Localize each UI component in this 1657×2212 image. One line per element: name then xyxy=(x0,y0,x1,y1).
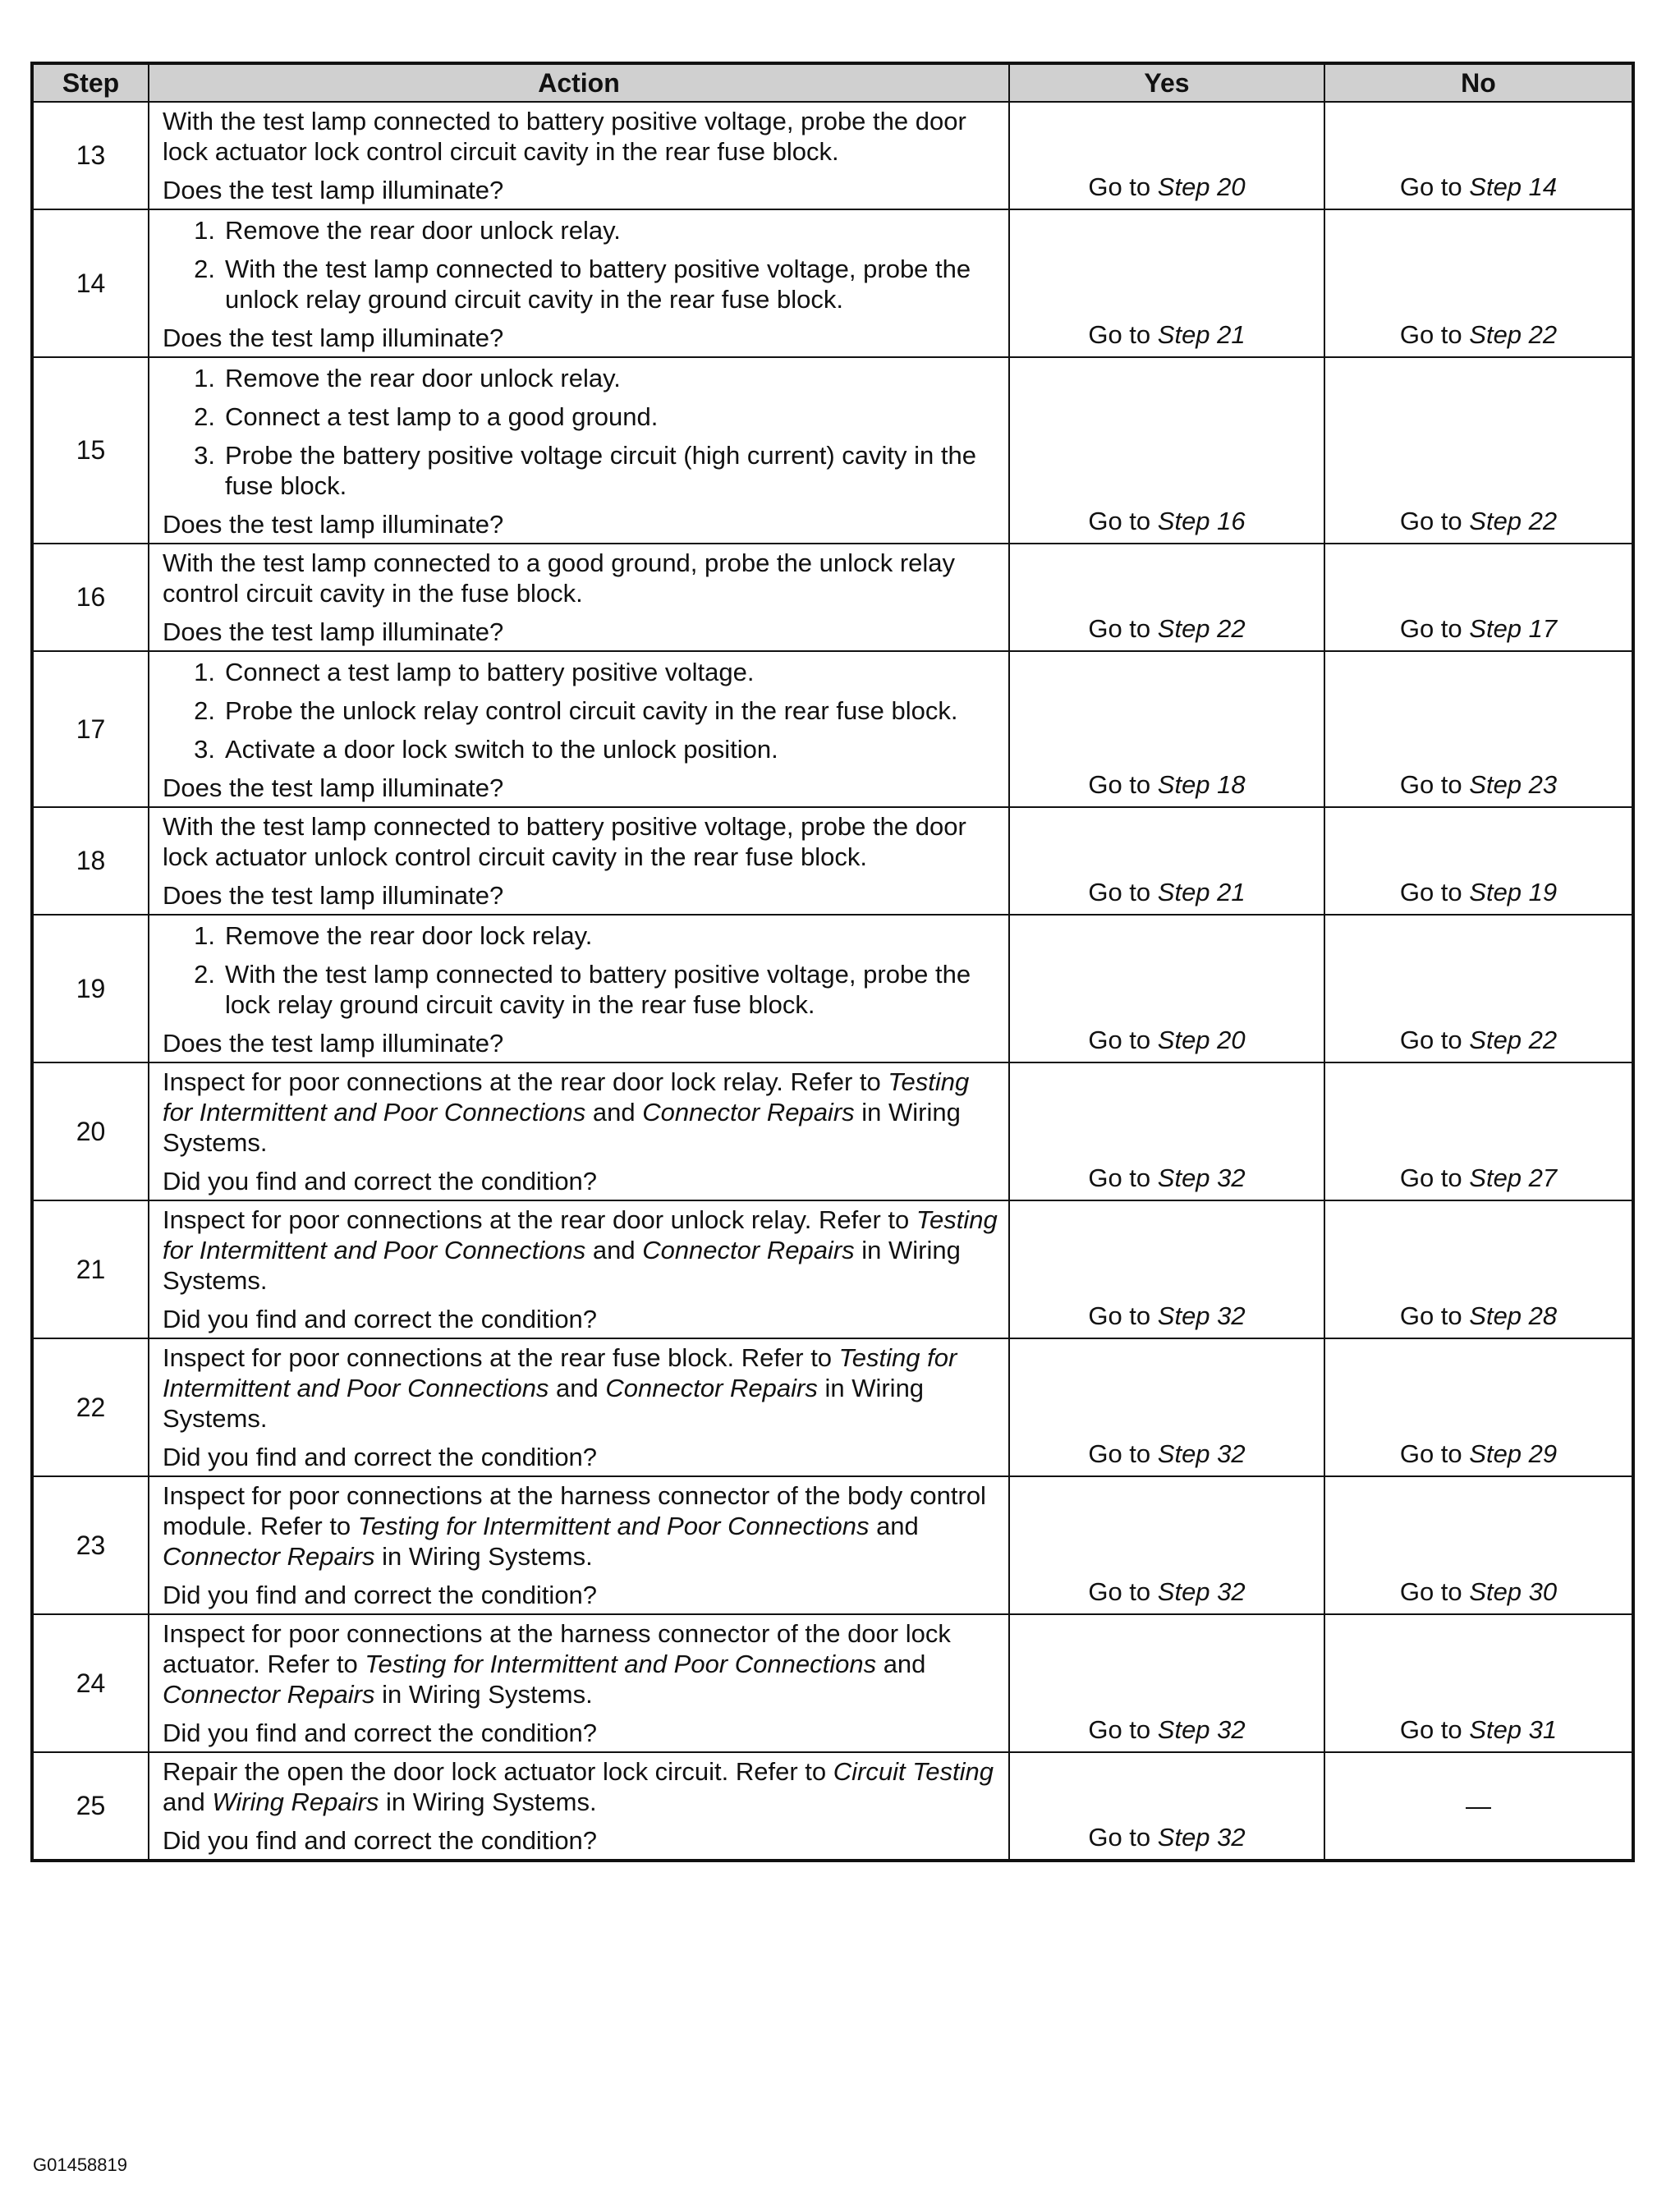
action-step xyxy=(163,363,998,393)
action-text: Inspect for poor connections at the harness connector of the body control module. Refer to xyxy=(163,1481,986,1540)
no-target-step: Step 19 xyxy=(1469,878,1558,906)
yes-cell xyxy=(1009,1614,1324,1752)
step-number: 13 xyxy=(32,102,149,209)
reference-link-text: Circuit Testing xyxy=(833,1757,994,1786)
step-number: 16 xyxy=(32,544,149,651)
no-prefix: Go to xyxy=(1399,1577,1470,1606)
action-text: Inspect for poor connections at the rear fuse block. Refer to xyxy=(163,1343,839,1372)
action-question: Did you find and correct the condition? xyxy=(163,1581,598,1609)
yes-prefix: Go to xyxy=(1088,1301,1158,1330)
action-step-text: Connect a test lamp to a good ground. xyxy=(225,402,659,431)
table-row xyxy=(32,544,1633,651)
yes-prefix: Go to xyxy=(1088,1823,1158,1852)
no-prefix: Go to xyxy=(1399,507,1470,535)
yes-cell xyxy=(1009,1062,1324,1200)
action-paragraph xyxy=(163,1342,998,1434)
action-cell xyxy=(149,544,1009,651)
action-step-text: Remove the rear door unlock relay. xyxy=(225,216,621,245)
no-cell xyxy=(1324,915,1633,1062)
action-paragraph xyxy=(163,1480,998,1572)
no-target-step: Step 31 xyxy=(1469,1715,1558,1744)
action-text: Inspect for poor connections at the rear door unlock relay. Refer to xyxy=(163,1205,916,1234)
action-steps-list xyxy=(163,215,998,314)
table-row xyxy=(32,651,1633,807)
no-target-step: Step 22 xyxy=(1469,1026,1558,1054)
action-cell xyxy=(149,915,1009,1062)
action-cell xyxy=(149,1614,1009,1752)
action-step-number: 1. xyxy=(194,658,215,686)
no-prefix: Go to xyxy=(1399,1439,1470,1468)
action-text: and xyxy=(869,1512,919,1540)
reference-link-text: Testing for Intermittent and Poor Connections xyxy=(163,1205,998,1264)
no-cell xyxy=(1324,102,1633,209)
action-text: in Wiring Systems. xyxy=(374,1680,593,1709)
reference-link-text: Connector Repairs xyxy=(163,1680,375,1709)
yes-target-step: Step 21 xyxy=(1157,878,1246,906)
action-step-text: Remove the rear door unlock relay. xyxy=(225,364,621,392)
action-step-number: 3. xyxy=(194,735,215,764)
no-target-step: Step 23 xyxy=(1469,770,1558,799)
action-step xyxy=(163,440,998,501)
step-number: 24 xyxy=(32,1614,149,1752)
reference-link-text: Connector Repairs xyxy=(642,1236,855,1264)
action-step xyxy=(163,402,998,432)
action-cell xyxy=(149,1062,1009,1200)
action-step xyxy=(163,215,998,246)
table-row xyxy=(32,102,1633,209)
yes-cell xyxy=(1009,651,1324,807)
yes-target-step: Step 32 xyxy=(1157,1163,1246,1192)
no-cell-blank: — xyxy=(1324,1752,1633,1861)
table-row xyxy=(32,915,1633,1062)
action-step xyxy=(163,734,998,764)
yes-cell xyxy=(1009,915,1324,1062)
yes-target-step: Step 18 xyxy=(1157,770,1246,799)
yes-prefix: Go to xyxy=(1088,1026,1158,1054)
action-step xyxy=(163,920,998,951)
yes-cell xyxy=(1009,807,1324,915)
no-cell xyxy=(1324,1338,1633,1476)
no-target-step: Step 14 xyxy=(1469,172,1558,201)
action-step-text: With the test lamp connected to battery positive voltage, probe the lock relay ground circuit cavity in the rear fuse block. xyxy=(225,960,971,1019)
action-paragraph xyxy=(163,548,998,608)
action-text: in Wiring Systems. xyxy=(163,1098,961,1157)
table-row xyxy=(32,1476,1633,1614)
action-text: and xyxy=(585,1236,643,1264)
step-number: 17 xyxy=(32,651,149,807)
header-row xyxy=(32,63,1633,102)
action-question: Does the test lamp illuminate? xyxy=(163,881,504,910)
action-steps-list xyxy=(163,920,998,1020)
action-question: Does the test lamp illuminate? xyxy=(163,1029,504,1058)
no-prefix: Go to xyxy=(1399,172,1470,201)
action-paragraph xyxy=(163,1067,998,1158)
action-step-number: 2. xyxy=(194,696,215,725)
no-cell xyxy=(1324,1476,1633,1614)
action-cell xyxy=(149,807,1009,915)
action-text: Repair the open the door lock actuator lock circuit. Refer to xyxy=(163,1757,833,1786)
yes-target-step: Step 32 xyxy=(1157,1439,1246,1468)
no-prefix: Go to xyxy=(1399,878,1470,906)
yes-target-step: Step 32 xyxy=(1157,1301,1246,1330)
no-prefix: Go to xyxy=(1399,1301,1470,1330)
yes-prefix: Go to xyxy=(1088,320,1158,349)
reference-link-text: Wiring Repairs xyxy=(212,1787,379,1816)
action-text: in Wiring Systems. xyxy=(374,1542,593,1571)
action-question: Did you find and correct the condition? xyxy=(163,1305,598,1333)
table-body xyxy=(32,102,1633,1861)
table-row xyxy=(32,807,1633,915)
no-cell xyxy=(1324,1200,1633,1338)
yes-target-step: Step 32 xyxy=(1157,1577,1246,1606)
yes-target-step: Step 20 xyxy=(1157,1026,1246,1054)
action-step-number: 1. xyxy=(194,216,215,245)
no-prefix: Go to xyxy=(1399,770,1470,799)
action-paragraph xyxy=(163,811,998,872)
action-question: Does the test lamp illuminate? xyxy=(163,773,504,802)
action-step-number: 3. xyxy=(194,441,215,470)
no-target-step: Step 27 xyxy=(1469,1163,1558,1192)
action-step xyxy=(163,695,998,726)
yes-target-step: Step 32 xyxy=(1157,1715,1246,1744)
action-step-text: Activate a door lock switch to the unlock position. xyxy=(225,735,778,764)
action-question: Does the test lamp illuminate? xyxy=(163,324,504,352)
action-cell xyxy=(149,102,1009,209)
action-steps-list xyxy=(163,363,998,501)
action-question: Does the test lamp illuminate? xyxy=(163,176,504,204)
yes-prefix: Go to xyxy=(1088,878,1158,906)
yes-prefix: Go to xyxy=(1088,1715,1158,1744)
action-question: Does the test lamp illuminate? xyxy=(163,617,504,646)
no-target-step: Step 30 xyxy=(1469,1577,1558,1606)
no-cell xyxy=(1324,209,1633,357)
action-cell xyxy=(149,1476,1009,1614)
reference-link-text: Connector Repairs xyxy=(642,1098,855,1127)
no-target-step: Step 22 xyxy=(1469,320,1558,349)
action-text: in Wiring Systems. xyxy=(379,1787,597,1816)
action-cell xyxy=(149,651,1009,807)
no-prefix: Go to xyxy=(1399,614,1470,643)
yes-cell xyxy=(1009,102,1324,209)
step-number: 22 xyxy=(32,1338,149,1476)
yes-cell xyxy=(1009,209,1324,357)
step-number: 18 xyxy=(32,807,149,915)
action-paragraph xyxy=(163,1756,998,1817)
table-row xyxy=(32,1200,1633,1338)
action-cell xyxy=(149,1200,1009,1338)
action-paragraph xyxy=(163,1205,998,1296)
yes-target-step: Step 32 xyxy=(1157,1823,1246,1852)
yes-cell xyxy=(1009,1476,1324,1614)
action-question: Does the test lamp illuminate? xyxy=(163,510,504,539)
yes-prefix: Go to xyxy=(1088,1163,1158,1192)
no-cell xyxy=(1324,651,1633,807)
action-text: With the test lamp connected to a good ground, probe the unlock relay control circuit cavity in the fuse block. xyxy=(163,548,956,608)
action-step-number: 2. xyxy=(194,960,215,989)
action-text: With the test lamp connected to battery positive voltage, probe the door lock actuator lock control circuit cavity in the rear fuse block. xyxy=(163,107,966,166)
step-number: 15 xyxy=(32,357,149,544)
action-cell xyxy=(149,209,1009,357)
no-prefix: Go to xyxy=(1399,320,1470,349)
action-step-text: Connect a test lamp to battery positive voltage. xyxy=(225,658,755,686)
action-text: in Wiring Systems. xyxy=(163,1236,961,1295)
no-prefix: Go to xyxy=(1399,1163,1470,1192)
no-target-step: Step 28 xyxy=(1469,1301,1558,1330)
no-target-step: Step 22 xyxy=(1469,507,1558,535)
yes-prefix: Go to xyxy=(1088,1439,1158,1468)
yes-target-step: Step 20 xyxy=(1157,172,1246,201)
no-cell xyxy=(1324,1614,1633,1752)
diagnostic-table xyxy=(30,62,1635,1862)
action-text: Inspect for poor connections at the harness connector of the door lock actuator. Refer to xyxy=(163,1619,951,1678)
action-question: Did you find and correct the condition? xyxy=(163,1826,598,1855)
action-step-number: 2. xyxy=(194,255,215,283)
header-step: Step xyxy=(32,63,149,102)
step-number: 19 xyxy=(32,915,149,1062)
yes-target-step: Step 22 xyxy=(1157,614,1246,643)
no-target-step: Step 17 xyxy=(1469,614,1558,643)
action-paragraph xyxy=(163,1618,998,1709)
action-text: and xyxy=(876,1650,926,1678)
yes-cell xyxy=(1009,544,1324,651)
step-number: 25 xyxy=(32,1752,149,1861)
no-cell xyxy=(1324,1062,1633,1200)
action-question: Did you find and correct the condition? xyxy=(163,1719,598,1747)
action-paragraph xyxy=(163,106,998,167)
no-prefix: Go to xyxy=(1399,1026,1470,1054)
yes-cell xyxy=(1009,357,1324,544)
yes-cell xyxy=(1009,1338,1324,1476)
reference-link-text: Testing for Intermittent and Poor Connections xyxy=(365,1650,877,1678)
step-number: 23 xyxy=(32,1476,149,1614)
action-step-number: 2. xyxy=(194,402,215,431)
no-cell xyxy=(1324,544,1633,651)
table-row xyxy=(32,1062,1633,1200)
figure-id: G01458819 xyxy=(33,2155,127,2175)
table-row xyxy=(32,1338,1633,1476)
step-number: 20 xyxy=(32,1062,149,1200)
action-text: With the test lamp connected to battery positive voltage, probe the door lock actuator unlock control circuit cavity in the rear fuse block. xyxy=(163,812,966,871)
action-cell xyxy=(149,1752,1009,1861)
yes-prefix: Go to xyxy=(1088,614,1158,643)
action-step-text: Probe the battery positive voltage circuit (high current) cavity in the fuse block. xyxy=(225,441,976,500)
yes-cell xyxy=(1009,1200,1324,1338)
table-row xyxy=(32,357,1633,544)
reference-link-text: Connector Repairs xyxy=(163,1542,375,1571)
action-steps-list xyxy=(163,657,998,764)
action-step-number: 1. xyxy=(194,921,215,950)
action-question: Did you find and correct the condition? xyxy=(163,1443,598,1471)
yes-target-step: Step 21 xyxy=(1157,320,1246,349)
no-prefix: Go to xyxy=(1399,1715,1470,1744)
action-text: and xyxy=(585,1098,643,1127)
action-text: in Wiring Systems. xyxy=(163,1374,925,1433)
action-step xyxy=(163,959,998,1020)
reference-link-text: Testing for Intermittent and Poor Connections xyxy=(163,1067,970,1127)
no-target-step: Step 29 xyxy=(1469,1439,1558,1468)
action-step-text: With the test lamp connected to battery positive voltage, probe the unlock relay ground circuit cavity in the rear fuse block. xyxy=(225,255,971,314)
action-step xyxy=(163,657,998,687)
header-action: Action xyxy=(149,63,1009,102)
action-cell xyxy=(149,1338,1009,1476)
yes-prefix: Go to xyxy=(1088,1577,1158,1606)
reference-link-text: Connector Repairs xyxy=(605,1374,818,1402)
action-question: Did you find and correct the condition? xyxy=(163,1167,598,1195)
step-number: 14 xyxy=(32,209,149,357)
table-row xyxy=(32,209,1633,357)
table-row xyxy=(32,1614,1633,1752)
action-text: and xyxy=(163,1787,213,1816)
header-no: No xyxy=(1324,63,1633,102)
header-yes: Yes xyxy=(1009,63,1324,102)
action-step-text: Remove the rear door lock relay. xyxy=(225,921,593,950)
action-step-text: Probe the unlock relay control circuit cavity in the rear fuse block. xyxy=(225,696,958,725)
yes-cell xyxy=(1009,1752,1324,1861)
reference-link-text: Testing for Intermittent and Poor Connections xyxy=(163,1343,957,1402)
table-row xyxy=(32,1752,1633,1861)
action-text: and xyxy=(549,1374,606,1402)
action-cell xyxy=(149,357,1009,544)
yes-prefix: Go to xyxy=(1088,770,1158,799)
step-number: 21 xyxy=(32,1200,149,1338)
yes-prefix: Go to xyxy=(1088,172,1158,201)
reference-link-text: Testing for Intermittent and Poor Connections xyxy=(357,1512,870,1540)
yes-prefix: Go to xyxy=(1088,507,1158,535)
no-cell xyxy=(1324,807,1633,915)
action-text: Inspect for poor connections at the rear door lock relay. Refer to xyxy=(163,1067,888,1096)
no-cell xyxy=(1324,357,1633,544)
action-step-number: 1. xyxy=(194,364,215,392)
action-step xyxy=(163,254,998,314)
yes-target-step: Step 16 xyxy=(1157,507,1246,535)
